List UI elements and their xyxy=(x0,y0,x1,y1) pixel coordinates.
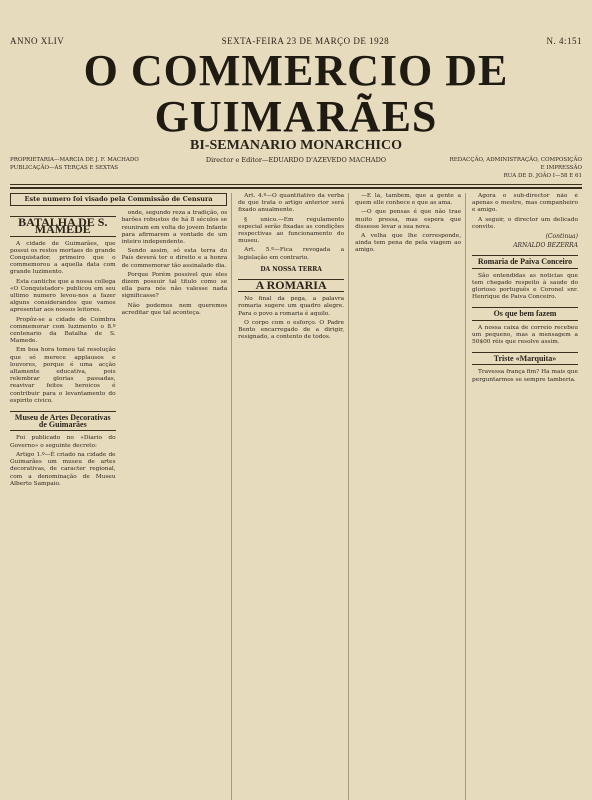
marquita-heading: Triste «Marquita» xyxy=(472,352,578,365)
batalha-heading: BATALHA DE S. MAMEDE xyxy=(10,216,116,236)
paragraph: Agora o sub-director não é apenas o mestre, mas companheiro e amigo. xyxy=(472,193,578,214)
paragraph: O corpo com o esforço. O Padre Bento encarregado de a dirigir, resignado, a contento de todos. xyxy=(238,319,345,341)
paragraph: Propôz-se a cidade de Coimbra commemorar com luzimento o 8.º centenario da Batalha de S. Mamede. xyxy=(10,316,116,345)
continua-note: (Continua) xyxy=(545,233,578,241)
paragraph: A seguir, o director um delicado convite. xyxy=(472,216,578,230)
divider xyxy=(10,187,582,189)
article-columns xyxy=(10,193,582,800)
paragraph: A velha que lhe corresponde, ainda tem pena de pela viagem ao amigo. xyxy=(355,233,462,254)
editor-line: Director e Editor—EDUARDO D'AZEVEDO MACHADO xyxy=(205,156,387,164)
year-label: ANNO XLIV xyxy=(10,36,65,46)
column-5 xyxy=(472,193,582,800)
paragraph: Porque Porém possivel que eles dizem possuir tal titulo como se ella para nós não valesse nada significasse? xyxy=(121,271,228,300)
issue-number: N. 4:151 xyxy=(546,36,582,46)
masthead-right xyxy=(432,156,582,180)
paragraph: —O que pensas é que não trae muito pressa, mas espera que dissesse levar a sua nova. xyxy=(355,209,462,230)
paragraph: Art. 5.º—Fica revogada a legislação em contrario. xyxy=(238,247,345,261)
paragraph: No final da pega, a palavra romaria sugere um quadro alegre. Para o povo a romaria é aquilo. xyxy=(238,296,345,317)
censor-notice: Este numero foi visado pela Commissão de Censura xyxy=(10,193,227,206)
masthead-details xyxy=(10,156,582,180)
author-signature: ARNALDO BEZERRA xyxy=(513,242,578,250)
masthead-left xyxy=(10,156,160,180)
paragraph: Esta cantiche que a nossa collega «O Conquistador» publicou em seu ultimo numero levou-nos a fazer alguns considerandos que vamos apresentar aos nossos leitores. xyxy=(10,278,116,314)
paragraph: § unico.—Em regulamento especial serão fixadas as condições respectivas ao funcionamento do museu. xyxy=(238,216,345,245)
publication-line: PUBLICAÇÃO—ÁS TERÇAS E SEXTAS xyxy=(10,165,119,171)
column-4 xyxy=(355,193,466,800)
dateline xyxy=(10,36,582,46)
museum-heading: Museu de Artes Decorativas de Guimarães xyxy=(10,411,116,431)
newspaper-subtitle: BI-SEMANARIO MONARCHICO xyxy=(190,138,402,153)
paragraph: —É lá, tambem, que a gente a quem elle conhece e que as ama. xyxy=(355,193,462,207)
newspaper-title: O COMMERCIO DE GUIMARÃES xyxy=(83,46,509,141)
paragraph: Não podemos nem queremos acreditar que tal aconteça. xyxy=(121,302,228,316)
paragraph: Sendo assim, só esta terra do País deverá ter o direito e a honra de commemorar tão assinalado dia. xyxy=(121,248,228,269)
paragraph: Em boa hora tomou tal resolução que só merece applausos e louvores, porque é uma acção altamente educativa, pois relembrar glorias passadas, reavivar feitos heroicos é contribuir para o levantamento do espirito civico. xyxy=(10,347,116,404)
office-line1: REDACÇÃO, ADMINISTRAÇÃO, COMPOSIÇÃO xyxy=(449,157,582,163)
address-line: RUA DE D. JOÃO I—58 E 61 xyxy=(503,173,582,179)
paragraph: São entendidas as noticias que tem chegado respeito à saude do glorioso português e Coronel snr. Henrique de Paiva Conceiro. xyxy=(472,272,578,301)
date-label: SEXTA-FEIRA 23 DE MARÇO DE 1928 xyxy=(221,36,390,46)
paragraph: onde, segundo reza a tradição, os barões robustos de há 8 séculos se reuniram em volta do jovem Infante para afirmarem a vontade de um inteiro independente. xyxy=(121,210,228,246)
paragraph: A nossa caixa de correio recebeu um pequeno, mas a mensagem a 50$00 réis que resolve assim. xyxy=(472,324,578,346)
paragraph: Artigo 1.º—É criado na cidade de Guimarães um museu de artes decorativas, de caracter regional, com a denominação de Museu Alberto Sampaio. xyxy=(10,451,116,487)
paragraph: Art. 4.º—O quantitativo da verba de que trata o artigo anterior será fixado anualmente. xyxy=(238,193,345,214)
paragraph: Foi publicado no «Diario do Governo» o seguinte decreto: xyxy=(10,435,116,449)
column-3 xyxy=(238,193,349,800)
paragraph: Travessa frança fim? Ha mais que perguntarmos se sempre tamberia. xyxy=(472,369,578,383)
paragraph: A cidade de Guimarães, que possui os restos mortaes do grande Conquistador, primeiro que o commemorou a aquella data com grande luzimento. xyxy=(10,240,116,276)
column-2 xyxy=(122,210,228,490)
column-1 xyxy=(10,210,116,490)
column-1-2 xyxy=(10,193,232,800)
section-kicker: DA NOSSA TERRA xyxy=(260,265,322,273)
romaria-heading: A ROMARIA xyxy=(238,279,344,292)
office-line2: E IMPRESSÃO xyxy=(540,165,582,171)
batalha-columns xyxy=(10,210,227,490)
divider xyxy=(10,184,582,185)
paiva-heading: Romaria de Paiva Conceiro xyxy=(472,255,578,268)
proprietor-line: PROPRIETARIA—MARCIA DE J. F. MACHADO xyxy=(10,157,139,163)
bem-fazem-heading: Os que bem fazem xyxy=(472,307,578,320)
